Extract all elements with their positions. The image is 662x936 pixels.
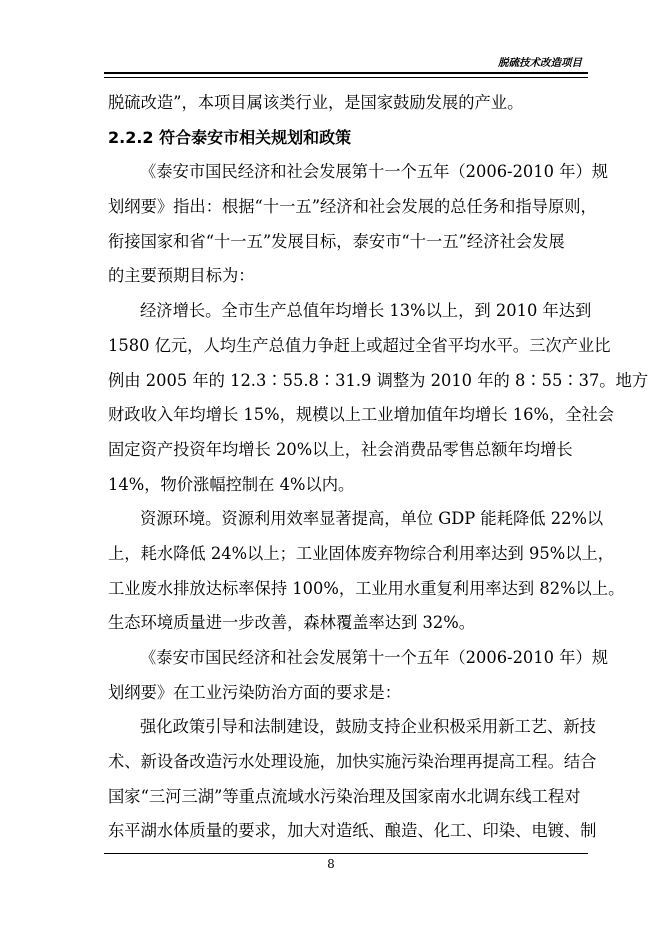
text-line: 资源环境。资源利用效率显著提高，单位 GDP 能耗降低 22%以 [140,509,604,529]
text-line: 生态环境质量进一步改善，森林覆盖率达到 32%。 [108,613,475,633]
text-line: 财政收入年均增长 15%，规模以上工业增加值年均增长 16%，全社会 [108,405,615,425]
footer-rule [104,853,588,854]
text-line: 工业废水排放达标率保持 100%，工业用水重复利用率达到 82%以上。 [108,578,625,598]
text-line: 经济增长。全市生产总值年均增长 13%以上，到 2010 年达到 [140,301,592,321]
text-line: 划纲要》指出：根据“十一五”经济和社会发展的总任务和指导原则， [108,197,597,217]
text-line: 上，耗水降低 24%以上；工业固体废弃物综合利用率达到 95%以上， [108,543,615,563]
body-text [108,86,649,849]
text-line: 例由 2005 年的 12.3∶55.8∶31.9 调整为 2010 年的 8∶55∶37。地方 [108,370,649,390]
text-line: 脱硫改造”，本项目属该类行业，是国家鼓励发展的产业。 [108,93,524,112]
text-line: 的主要预期目标为： [108,266,255,286]
header-title: 脱硫技术改造项目 [498,57,582,69]
page-number: 8 [327,857,335,871]
text-line: 划纲要》在工业污染防治方面的要求是： [108,682,402,702]
text-line: 1580 亿元，人均生产总值力争赶上或超过全省平均水平。三次产业比 [108,335,611,355]
text-line: 14%，物价涨幅控制在 4%以内。 [108,474,355,494]
text-line: 衔接国家和省“十一五”发展目标，泰安市“十一五”经济社会发展 [108,231,565,251]
text-line: 国家“三河三湖”等重点流域水污染治理及国家南水北调东线工程对 [108,786,581,806]
text-line: 固定资产投资年均增长 20%以上，社会消费品零售总额年均增长 [108,439,573,459]
section-heading: 2.2.2 符合泰安市相关规划和政策 [108,127,352,147]
text-line: 《泰安市国民经济和社会发展第十一个五年（2006-2010 年）规 [140,648,609,667]
text-line: 术、新设备改造污水处理设施，加快实施污染治理再提高工程。结合 [108,752,597,772]
header-rule [104,72,588,78]
text-line: 强化政策引导和法制建设，鼓励支持企业积极采用新工艺、新技 [140,717,596,737]
text-line: 东平湖水体质量的要求，加大对造纸、酿造、化工、印染、电镀、制 [108,821,597,841]
text-line: 《泰安市国民经济和社会发展第十一个五年（2006-2010 年）规 [140,162,609,182]
